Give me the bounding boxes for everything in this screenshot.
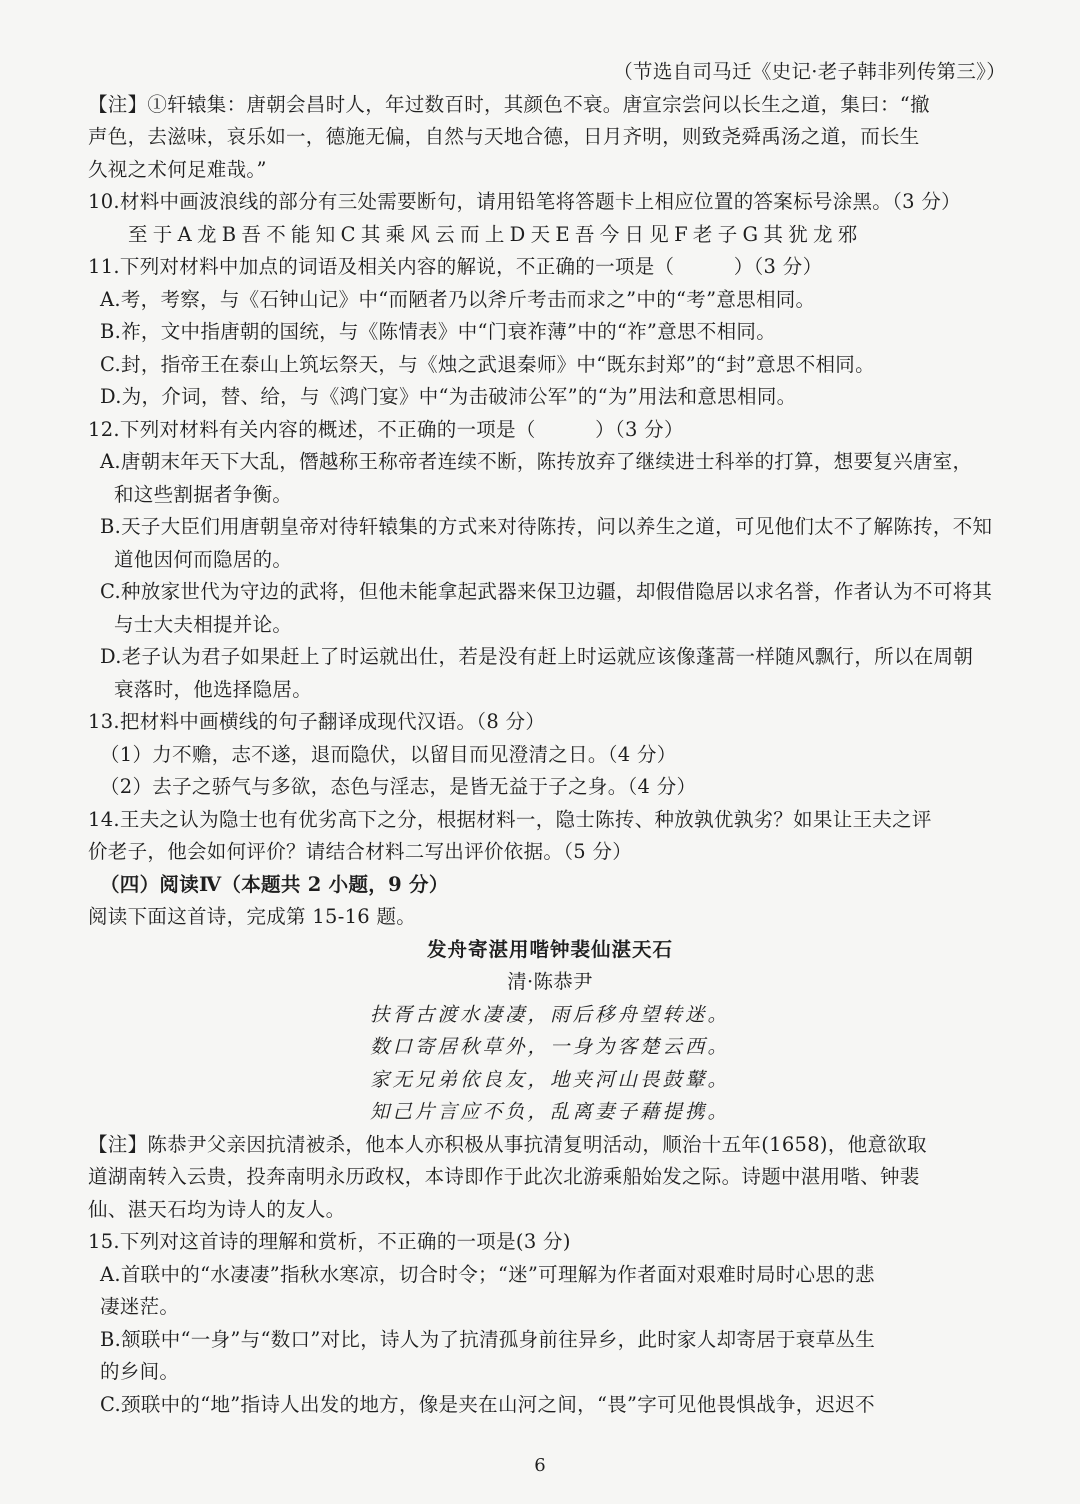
q15-option-b: B.颔联中“一身”与“数口”对比，诗人为了抗清孤身前往异乡，此时家人却寄居于衰草丛生 xyxy=(100,1327,876,1351)
poem-title: 发舟寄湛用喈钟裴仙湛天石 xyxy=(426,937,673,961)
source-citation: （节选自司马迁《史记·老子韩非列传第三》） xyxy=(613,60,1006,83)
q12-option-a-cont: 和这些割据者争衡。 xyxy=(114,482,293,506)
q14-line: 14.王夫之认为隐士也有优劣高下之分，根据材料一，隐士陈抟、种放孰优孰劣？如果让王夫之评 xyxy=(88,807,932,831)
poem-line: 家无兄弟依良友，地夹河山畏鼓鼙。 xyxy=(369,1067,730,1091)
q11-option-a: A.考，考察，与《石钟山记》中“而陋者乃以斧斤考击而求之”中的“考”意思相同。 xyxy=(100,287,816,311)
note1-line: 声色，去滋味，哀乐如一，德施无偏，自然与天地合德，日月齐明，则致尧舜禹汤之道，而长生 xyxy=(88,125,920,148)
poem-author: 清·陈恭尹 xyxy=(507,970,593,993)
q11-option-b: B.祚，文中指唐朝的国统，与《陈情表》中“门衰祚薄”中的“祚”意思不相同。 xyxy=(100,320,777,343)
q12-option-c-cont: 与士大夫相提并论。 xyxy=(114,612,293,636)
q12-option-b-cont: 道他因何而隐居的。 xyxy=(114,547,293,571)
q14-line: 价老子，他会如何评价？请结合材料二写出评价依据。（5 分） xyxy=(88,840,633,863)
q12-option-d-cont: 衰落时，他选择隐居。 xyxy=(114,677,313,701)
q12-option-a: A.唐朝末年天下大乱，僭越称王称帝者连续不断，陈抟放弃了继续进士科举的打算，想要复兴唐室， xyxy=(100,450,973,473)
note1-line: 【注】①轩辕集：唐朝会昌时人，年过数百时，其颜色不衰。唐宣宗尝问以长生之道，集曰：“撤 xyxy=(88,92,930,116)
poem-line: 知己片言应不负，乱离妻子藉提携。 xyxy=(369,1100,730,1123)
note2-line: 道湖南转入云贵，投奔南明永历政权，本诗即作于此次北游乘船始发之际。诗题中湛用喈、钟裴 xyxy=(88,1165,920,1188)
q12-option-b: B.天子大臣们用唐朝皇帝对待轩辕集的方式来对待陈抟，问以养生之道，可见他们太不了解陈抟，不知 xyxy=(100,515,993,538)
page-number: 6 xyxy=(534,1455,546,1476)
q15-stem: 15.下列对这首诗的理解和赏析，不正确的一项是(3 分) xyxy=(88,1230,571,1253)
q15-option-a-cont: 凄迷茫。 xyxy=(100,1295,180,1318)
q12-stem: 12.下列对材料有关内容的概述，不正确的一项是（ ）（3 分） xyxy=(88,417,684,441)
q12-option-d: D.老子认为君子如果赶上了时运就出仕，若是没有赶上时运就应该像蓬蒿一样随风飘行，所以在周朝 xyxy=(100,645,974,668)
q12-option-c: C.种放家世代为守边的武将，但他未能拿起武器来保卫边疆，却假借隐居以求名誉，作者认为不可将其 xyxy=(100,580,993,603)
q10-sentence: 至于A龙B吾不能知C其乘风云而上D天E吾今日见F老子G其犹龙邪 xyxy=(128,222,863,246)
section4-instruction: 阅读下面这首诗，完成第 15-16 题。 xyxy=(88,905,417,928)
page-content xyxy=(88,56,1012,1421)
note2-line: 仙、湛天石均为诗人的友人。 xyxy=(88,1197,346,1221)
q13-item-1: （1）力不赡，志不遂，退而隐伏，以留目而见澄清之日。（4 分） xyxy=(100,742,677,766)
poem-line: 数口寄居秋草外，一身为客楚云西。 xyxy=(369,1035,730,1058)
q15-option-b-cont: 的乡间。 xyxy=(100,1360,180,1383)
q11-option-d: D.为，介词，替、给，与《鸿门宴》中“为击破沛公军”的“为”用法和意思相同。 xyxy=(100,385,797,408)
q15-option-c: C.颈联中的“地”指诗人出发的地方，像是夹在山河之间，“畏”字可见他畏惧战争，迟迟不 xyxy=(100,1392,875,1416)
note2-line: 【注】陈恭尹父亲因抗清被杀，他本人亦积极从事抗清复明活动，顺治十五年(1658)，他意欲取 xyxy=(88,1132,927,1156)
q11-option-c: C.封，指帝王在泰山上筑坛祭天，与《烛之武退秦师》中“既东封郑”的“封”意思不相同。 xyxy=(100,352,875,376)
q13-item-2: （2）去子之骄气与多欲，态色与淫志，是皆无益于子之身。（4 分） xyxy=(100,775,697,798)
q13-stem: 13.把材料中画横线的句子翻译成现代汉语。（8 分） xyxy=(88,710,546,733)
note1-line: 久视之术何足难哉。” xyxy=(88,157,267,181)
poem-line: 扶胥古渡水凄凄，雨后移舟望转迷。 xyxy=(369,1002,730,1026)
q10-stem: 10.材料中画波浪线的部分有三处需要断句，请用铅笔将答题卡上相应位置的答案标号涂黑。（3 分） xyxy=(88,190,961,213)
section4-heading: （四）阅读Ⅳ（本题共 2 小题，9 分） xyxy=(100,872,449,896)
q15-option-a: A.首联中的“水凄凄”指秋水寒凉，切合时令；“迷”可理解为作者面对艰难时局时心思的悲 xyxy=(100,1262,875,1286)
q11-stem: 11.下列对材料中加点的词语及相关内容的解说，不正确的一项是（ ）（3 分） xyxy=(88,255,823,278)
